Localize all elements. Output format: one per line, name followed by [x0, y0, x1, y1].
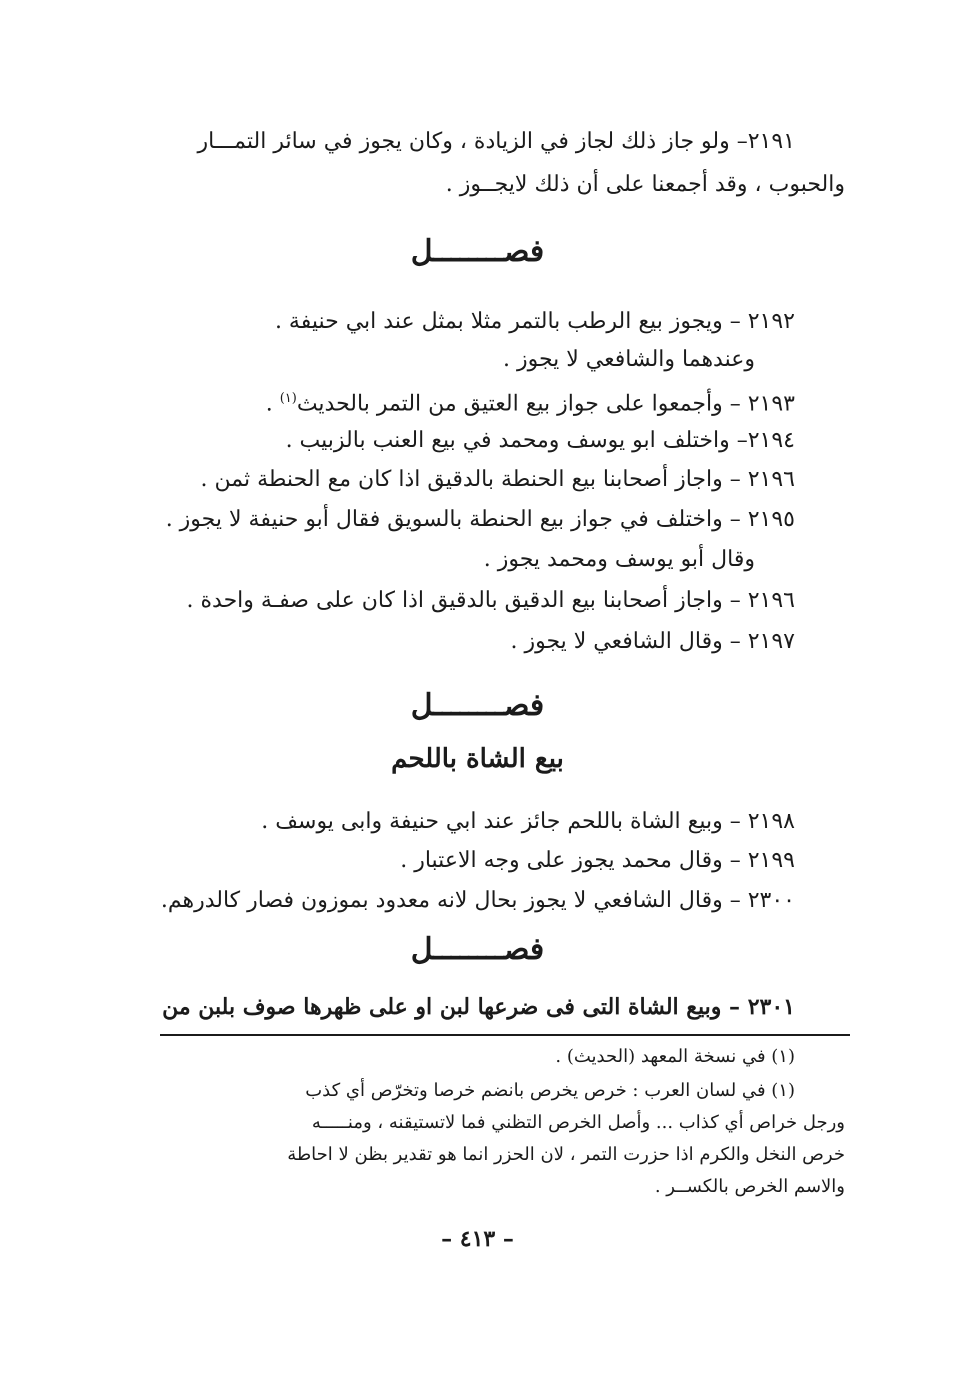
section-subheading-2: بيع الشاة باللحم	[391, 744, 564, 774]
item-2196-b: ٢١٩٦ – واجاز أصحابنا بيع الدقيق بالدقيق اذا كان على صفـة واحدة .	[186, 588, 795, 613]
item-2300: ٢٣٠٠ – وقال الشافعي لا يجوز بحال لانه معدود بموزون فصار كالدرهم.	[160, 888, 795, 913]
item-2195: ٢١٩٥ – واختلف في جواز بيع الحنطة بالسويق فقال أبو حنيفة لا يجوز .	[165, 507, 795, 532]
item-2193	[266, 384, 795, 419]
section-heading-1: فصــــــــل	[410, 234, 545, 269]
item-2301: ٢٣٠١ – وبيع الشاة التى فى ضرعها لبن او على ظهرها صوف بلبن من	[162, 994, 795, 1020]
item-2192-continuation: وعندهما والشافعي لا يجوز .	[502, 347, 755, 372]
item-2192: ٢١٩٢ – ويجوز بيع الرطب بالتمر مثلا بمثل عند ابي حنيفة .	[274, 309, 795, 334]
footnote-separator	[160, 1034, 850, 1036]
item-2198: ٢١٩٨ – وبيع الشاة باللحم جائز عند ابي حنيفة وابى يوسف .	[261, 809, 795, 834]
item-2194: ٢١٩٤– واختلف ابو يوسف ومحمد في بيع العنب بالزبيب .	[285, 428, 795, 453]
footnote-ref-1: (١)	[279, 391, 297, 406]
paragraph-2191-line-1: ٢١٩١– ولو جاز ذلك لجاز في الزيادة ، وكان يجوز في سائر التمـــار	[197, 129, 795, 154]
footnote-2-line-3: خرص النخل والكرم اذا حزرت التمر ، لان الحزر انما هو تقدير بظن لا احاطة	[287, 1144, 845, 1165]
item-2196-a: ٢١٩٦ – واجاز أصحابنا بيع الحنطة بالدقيق اذا كان مع الحنطة ثمن .	[200, 467, 795, 492]
paragraph-2191-line-2: والحبوب ، وقد أجمعنا على أن ذلك لايجــوز .	[445, 172, 845, 197]
item-2193-tail: .	[265, 391, 280, 417]
footnote-2-line-1: (١) في لسان العرب : خرص يخرص بانضم خرصا وتخرّص أي كذب	[305, 1080, 795, 1101]
section-heading-2: فصــــــــل	[410, 688, 545, 723]
section-heading-3: فصــــــــل	[410, 932, 545, 967]
page-number: – ٤١٣ –	[441, 1226, 514, 1252]
item-2197: ٢١٩٧ – وقال الشافعي لا يجوز .	[510, 629, 795, 654]
footnote-2-line-4: والاسم الخرص بالكســر .	[654, 1176, 845, 1197]
item-2195-continuation: وقال أبو يوسف ومحمد يجوز .	[483, 547, 755, 572]
item-2193-text: ٢١٩٣ – وأجمعوا على جواز بيع العتيق من التمر بالحديث	[296, 391, 795, 417]
item-2199: ٢١٩٩ – وقال محمد يجوز على وجه الاعتبار .	[400, 848, 795, 873]
footnote-2-line-2: ورجل خراص أي كذاب ... وأصل الخرص التظني فما لاتستيقنه ، ومنـــــه	[311, 1112, 845, 1133]
footnote-1: (١) في نسخة المعهد (الحديث) .	[555, 1046, 795, 1067]
